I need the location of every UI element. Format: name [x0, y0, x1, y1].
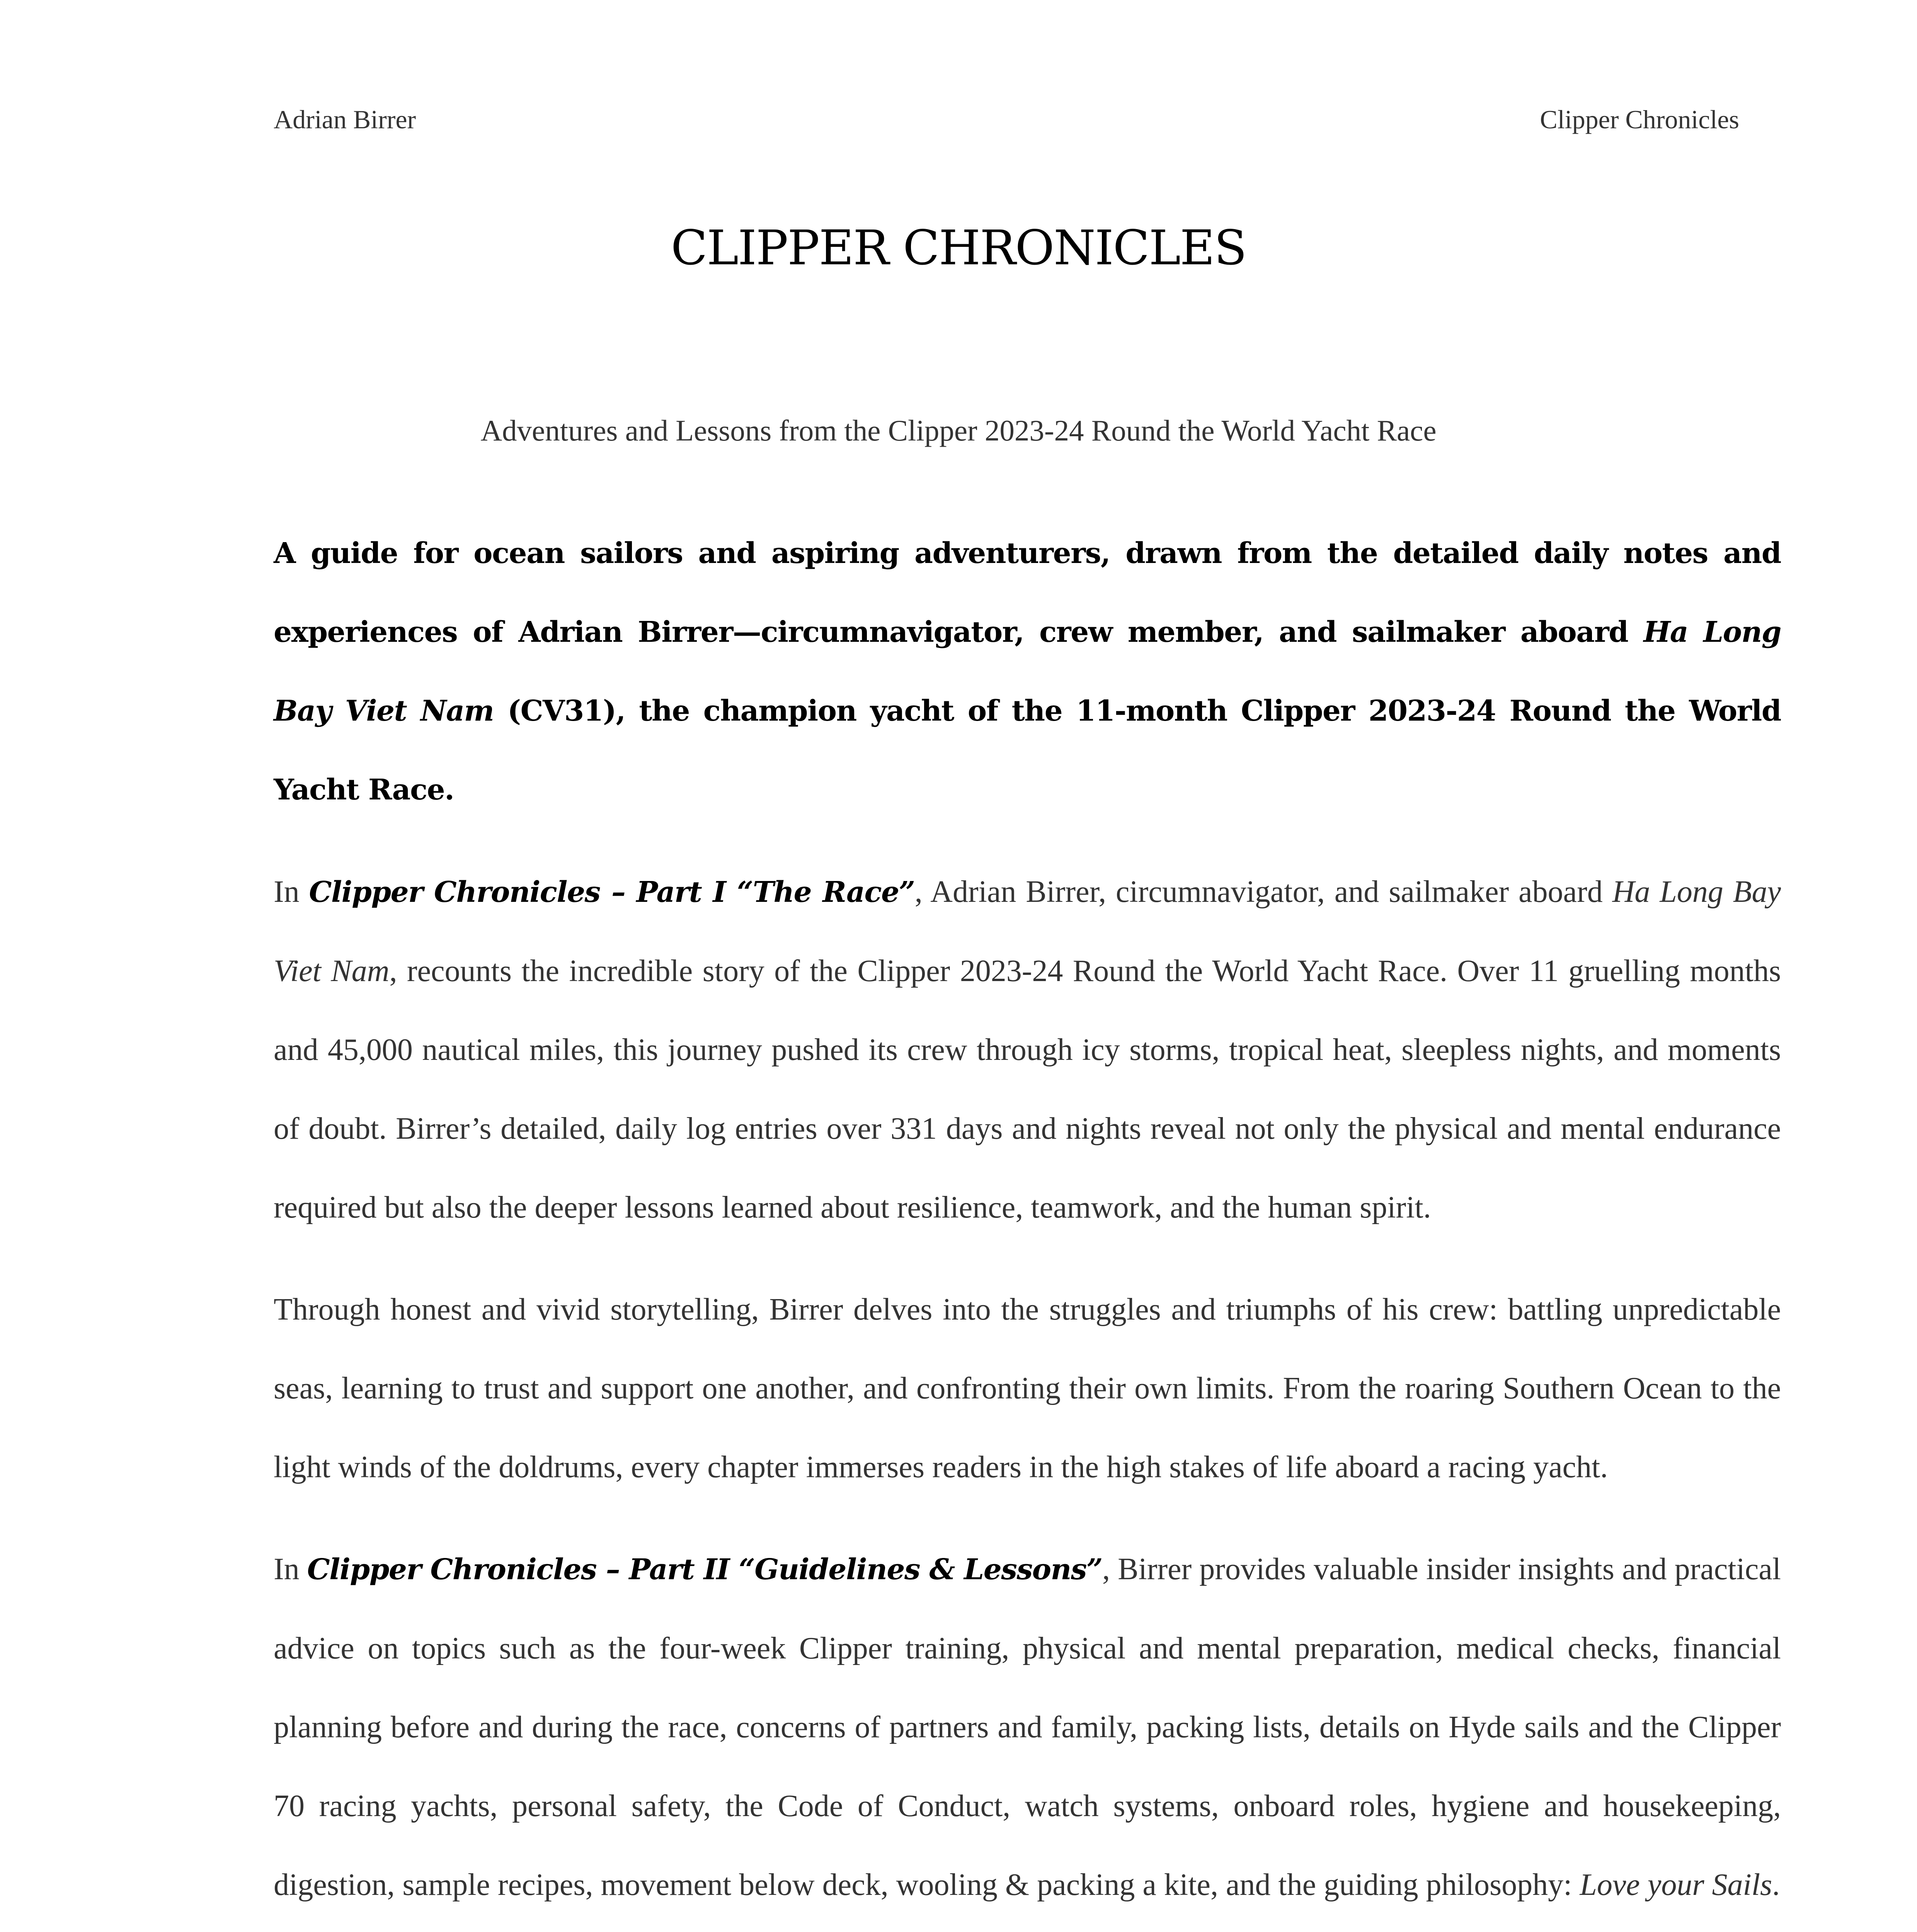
para3-rest: , Birrer provides valuable insider insights and practical advice on topics such as the four-week Clipper training, physical and mental preparation, medical checks, financial planning before and during the race, concerns of partners and family, packing lists, details on Hyde sails and the Clipper 70 racing yachts, personal safety, the Code of Conduct, watch systems, onboard roles, hygiene and housekeeping, digestion, sample recipes, movement below deck, wooling & packing a kite, and the guiding philosophy: [274, 1552, 1781, 1902]
para3-book-title: Clipper Chronicles – Part II “Guidelines & Lessons” [307, 1553, 1103, 1586]
header-book-title: Clipper Chronicles [1540, 105, 1739, 134]
lead-text-start: A guide for ocean sailors and aspiring adventurers, drawn from the detailed daily notes and experiences of Adrian Birrer—circumnavigator, crew member, and sailmaker aboard [274, 537, 1781, 649]
paragraph-part-one [274, 852, 1781, 1247]
lead-text-end: (CV31), the champion yacht of the 11-month Clipper 2023-24 Round the World Yacht Race. [274, 694, 1781, 806]
para3-end: . [1772, 1868, 1780, 1902]
body-text [274, 514, 1781, 1932]
para1-mid: , Adrian Birrer, circumnavigator, and sailmaker aboard [914, 875, 1612, 909]
page-subtitle: Adventures and Lessons from the Clipper 2023-24 Round the World Yacht Race [480, 414, 1437, 447]
para1-in: In [274, 875, 309, 909]
paragraph-storytelling: Through honest and vivid storytelling, Birrer delves into the struggles and triumphs of his crew: battling unpredictable seas, learning to trust and support one another, and confronting their own limits. From the roaring Southern Ocean to the light winds of the doldrums, every chapter immerses readers in the high stakes of life aboard a racing yacht. [274, 1293, 1781, 1484]
header-author: Adrian Birrer [274, 105, 416, 134]
para3-in: In [274, 1552, 307, 1586]
page-title: CLIPPER CHRONICLES [671, 220, 1246, 276]
para1-rest: , recounts the incredible story of the Clipper 2023-24 Round the World Yacht Race. Over 11 gruelling months and 45,000 nautical miles, this journey pushed its crew through icy storms, tropical heat, sleepless nights, and moments of doubt. Birrer’s detailed, daily log entries over 331 days and nights reveal not only the physical and mental endurance required but also the deeper lessons learned about resilience, teamwork, and the human spirit. [274, 954, 1781, 1225]
lead-paragraph [274, 514, 1781, 829]
paragraph-part-two [274, 1530, 1781, 1924]
para3-motto: Love your Sails [1580, 1868, 1772, 1902]
para1-book-title: Clipper Chronicles – Part I “The Race” [309, 876, 915, 909]
para1-yacht-name: Ha Long Bay Viet Nam [274, 875, 1781, 988]
lead-yacht-name: Ha Long Bay Viet Nam [274, 616, 1781, 728]
